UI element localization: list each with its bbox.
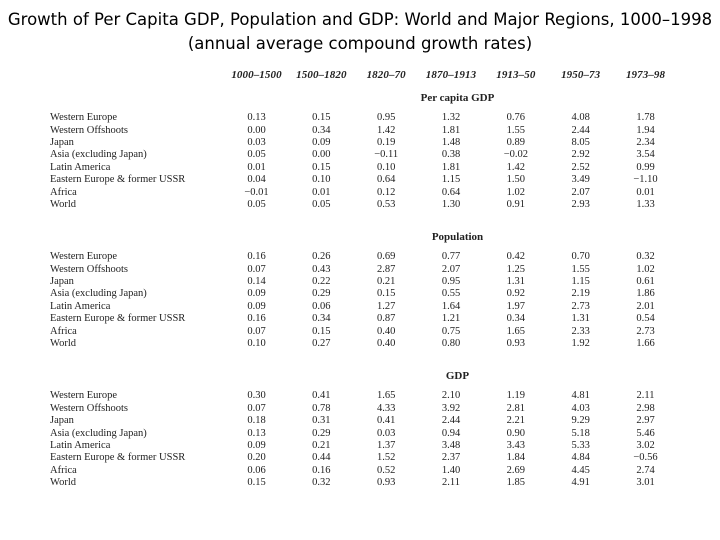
- value-cell: 0.09: [247, 288, 266, 300]
- region-cell: Western Europe: [50, 112, 118, 124]
- value-cell: 0.21: [376, 276, 396, 288]
- value-cell: 0.10: [312, 174, 331, 186]
- value-cell: 3.54: [636, 149, 655, 161]
- value-cell: 0.55: [441, 288, 461, 300]
- region-cell: Eastern Europe & former USSR: [50, 174, 186, 186]
- value-cell: 1.55: [506, 124, 526, 136]
- value-cell: 0.89: [506, 136, 526, 148]
- table-row: [48, 186, 678, 198]
- value-cell: 0.26: [312, 251, 331, 263]
- value-cell: 5.33: [571, 440, 590, 451]
- value-cell: 1.40: [441, 464, 461, 476]
- region-cell: Asia (excluding Japan): [50, 288, 147, 300]
- value-cell: 5.46: [636, 427, 655, 439]
- table-row: [48, 137, 678, 149]
- growth-table: [48, 66, 678, 489]
- value-cell: 2.74: [636, 464, 655, 476]
- value-cell: 0.07: [247, 263, 266, 275]
- value-cell: 0.34: [312, 124, 331, 136]
- value-cell: 2.33: [571, 325, 590, 337]
- value-cell: 0.16: [247, 313, 266, 325]
- spacer-cell: [48, 350, 678, 362]
- region-cell: Latin America: [50, 440, 111, 451]
- value-cell: 1.84: [506, 452, 526, 464]
- region-cell: World: [50, 477, 76, 489]
- region-cell: Eastern Europe & former USSR: [50, 313, 186, 325]
- table-row: [48, 427, 678, 439]
- value-cell: 0.01: [636, 186, 655, 198]
- region-cell: World: [50, 338, 76, 350]
- value-cell: 0.42: [506, 251, 526, 263]
- value-cell: 0.15: [312, 112, 331, 124]
- table-row: [48, 415, 678, 427]
- value-cell: 3.01: [636, 477, 655, 489]
- table-row: [48, 452, 678, 464]
- value-cell: 0.05: [312, 198, 331, 210]
- value-cell: 0.00: [312, 149, 331, 161]
- table-row: [48, 338, 678, 350]
- value-cell: 1.02: [636, 263, 655, 275]
- value-cell: 0.22: [312, 276, 331, 288]
- period-header: 1973–98: [625, 69, 666, 81]
- value-cell: 1.65: [506, 325, 526, 337]
- spacer-cell: [48, 211, 678, 223]
- region-cell: Western Europe: [50, 251, 118, 263]
- value-cell: 2.34: [636, 136, 655, 148]
- period-header: 1500–1820: [296, 69, 347, 81]
- value-cell: 0.18: [247, 415, 266, 427]
- region-cell: Japan: [50, 136, 74, 148]
- value-cell: 2.10: [441, 390, 461, 402]
- value-cell: 1.33: [636, 198, 655, 210]
- value-cell: 2.21: [506, 415, 526, 427]
- value-cell: 0.21: [312, 440, 331, 451]
- value-cell: 0.32: [312, 477, 331, 489]
- value-cell: 1.66: [636, 338, 655, 350]
- value-cell: 2.19: [571, 288, 590, 300]
- value-cell: 0.52: [376, 464, 396, 476]
- value-cell: 0.95: [376, 112, 396, 124]
- value-cell: 1.86: [636, 288, 655, 300]
- region-cell: Eastern Europe & former USSR: [50, 452, 186, 464]
- value-cell: 9.29: [571, 415, 590, 427]
- value-cell: 0.40: [376, 325, 396, 337]
- value-cell: 0.16: [247, 251, 266, 263]
- value-cell: 1.19: [506, 390, 526, 402]
- region-cell: Latin America: [50, 161, 111, 173]
- value-cell: 3.49: [571, 174, 590, 186]
- value-cell: 1.42: [506, 161, 526, 173]
- value-cell: 2.93: [571, 198, 590, 210]
- value-cell: 2.69: [506, 464, 526, 476]
- period-header: 1913–50: [496, 69, 536, 81]
- value-cell: 0.30: [247, 390, 266, 402]
- value-cell: 0.34: [506, 313, 526, 325]
- value-cell: 0.95: [441, 276, 461, 288]
- value-cell: −0.11: [374, 149, 399, 161]
- value-cell: 0.20: [247, 452, 266, 464]
- value-cell: 0.70: [571, 251, 590, 263]
- value-cell: 2.81: [506, 402, 526, 414]
- value-cell: 4.45: [571, 464, 590, 476]
- value-cell: −0.02: [503, 149, 528, 161]
- region-cell: Africa: [50, 325, 77, 337]
- region-cell: Japan: [50, 276, 74, 288]
- value-cell: 0.09: [247, 440, 266, 451]
- value-cell: 1.78: [636, 112, 655, 124]
- table-row: [48, 276, 678, 288]
- table-row: [48, 325, 678, 337]
- period-header: 1000–1500: [231, 69, 282, 81]
- table-row: [48, 403, 678, 415]
- value-cell: 0.77: [441, 251, 461, 263]
- table-body: [48, 84, 678, 489]
- value-cell: 2.73: [636, 325, 655, 337]
- value-cell: 0.16: [312, 464, 331, 476]
- value-cell: 0.09: [247, 300, 266, 312]
- value-cell: 0.00: [247, 124, 266, 136]
- region-cell: Western Europe: [50, 390, 118, 402]
- value-cell: 2.87: [376, 263, 396, 275]
- value-cell: 1.85: [506, 477, 526, 489]
- value-cell: 2.44: [571, 124, 590, 136]
- value-cell: 0.40: [376, 338, 396, 350]
- value-cell: 1.31: [571, 313, 590, 325]
- value-cell: 1.21: [441, 313, 461, 325]
- region-cell: Africa: [50, 186, 77, 198]
- region-cell: Africa: [50, 464, 77, 476]
- value-cell: 0.04: [247, 174, 266, 186]
- value-cell: 0.38: [441, 149, 461, 161]
- table-row: [48, 465, 678, 477]
- value-cell: 2.73: [571, 300, 590, 312]
- title-line-1: Growth of Per Capita GDP, Population and GDP: World and Major Regions, 1000–1998: [7, 10, 713, 29]
- value-cell: 0.41: [312, 390, 331, 402]
- value-cell: 1.15: [571, 276, 590, 288]
- value-cell: 0.01: [247, 161, 266, 173]
- section-header-row: [48, 223, 678, 251]
- value-cell: 2.97: [636, 415, 655, 427]
- value-cell: 0.15: [312, 161, 331, 173]
- value-cell: 1.52: [376, 452, 396, 464]
- table-row: [48, 313, 678, 325]
- value-cell: 4.03: [571, 402, 590, 414]
- value-cell: 0.94: [441, 427, 461, 439]
- table-row: [48, 390, 678, 402]
- value-cell: 0.41: [376, 415, 396, 427]
- value-cell: 5.18: [571, 427, 590, 439]
- value-cell: 2.98: [636, 402, 655, 414]
- value-cell: 0.13: [247, 427, 266, 439]
- value-cell: 0.07: [247, 325, 266, 337]
- value-cell: 0.61: [636, 276, 655, 288]
- table-row: [48, 199, 678, 211]
- value-cell: 0.93: [506, 338, 526, 350]
- value-cell: 0.05: [247, 198, 266, 210]
- value-cell: 0.75: [441, 325, 461, 337]
- table-row: [48, 440, 678, 452]
- value-cell: 1.94: [636, 124, 655, 136]
- value-cell: 2.52: [571, 161, 590, 173]
- table-row: [48, 174, 678, 186]
- section-header-row: [48, 84, 678, 112]
- value-cell: 0.80: [441, 338, 461, 350]
- value-cell: 0.27: [312, 338, 331, 350]
- value-cell: 2.07: [571, 186, 590, 198]
- region-cell: World: [50, 198, 76, 210]
- value-cell: 0.90: [506, 427, 526, 439]
- value-cell: 0.07: [247, 402, 266, 414]
- value-cell: 0.03: [376, 427, 396, 439]
- value-cell: 0.29: [312, 288, 331, 300]
- value-cell: 0.03: [247, 136, 266, 148]
- table-row: [48, 149, 678, 161]
- value-cell: 1.64: [441, 300, 461, 312]
- value-cell: 0.34: [312, 313, 331, 325]
- section-spacer: [48, 211, 678, 223]
- value-cell: 0.15: [376, 288, 396, 300]
- region-cell: Western Offshoots: [50, 402, 128, 414]
- region-cell: Latin America: [50, 300, 111, 312]
- value-cell: 1.81: [441, 124, 461, 136]
- value-cell: 2.11: [442, 477, 460, 489]
- value-cell: 0.92: [506, 288, 526, 300]
- value-cell: 4.81: [571, 390, 590, 402]
- value-cell: 4.33: [376, 402, 396, 414]
- value-cell: 0.91: [506, 198, 526, 210]
- value-cell: 0.15: [247, 477, 266, 489]
- value-cell: 1.15: [441, 174, 461, 186]
- period-header: 1950–73: [561, 69, 601, 81]
- growth-table-container: [48, 66, 678, 489]
- table-row: [48, 288, 678, 300]
- region-cell: Western Offshoots: [50, 124, 128, 136]
- table-row: [48, 251, 678, 263]
- period-header: 1870–1913: [425, 69, 477, 81]
- value-cell: 0.93: [376, 477, 396, 489]
- value-cell: 1.92: [571, 338, 590, 350]
- section-label: Population: [431, 231, 484, 244]
- value-cell: 0.14: [247, 276, 266, 288]
- value-cell: 2.44: [441, 415, 461, 427]
- value-cell: 4.08: [571, 112, 590, 124]
- value-cell: 0.44: [312, 452, 331, 464]
- value-cell: 2.37: [441, 452, 461, 464]
- value-cell: 0.76: [506, 112, 526, 124]
- value-cell: 1.32: [441, 112, 461, 124]
- value-cell: 1.27: [376, 300, 396, 312]
- table-row: [48, 477, 678, 489]
- value-cell: 1.02: [506, 186, 526, 198]
- value-cell: 0.99: [636, 161, 655, 173]
- table-header: [48, 66, 678, 84]
- value-cell: 1.37: [376, 440, 396, 451]
- value-cell: 0.12: [376, 186, 396, 198]
- region-cell: Asia (excluding Japan): [50, 149, 147, 161]
- value-cell: 0.69: [376, 251, 396, 263]
- value-cell: 0.31: [312, 415, 331, 427]
- value-cell: 0.15: [312, 325, 331, 337]
- section-label: GDP: [445, 370, 470, 383]
- value-cell: 1.65: [376, 390, 396, 402]
- region-cell: Japan: [50, 415, 74, 427]
- table-row: [48, 124, 678, 136]
- value-cell: 4.91: [571, 477, 590, 489]
- value-cell: 0.53: [376, 198, 396, 210]
- value-cell: 3.02: [636, 440, 655, 451]
- value-cell: 1.50: [506, 174, 526, 186]
- section-spacer: [48, 350, 678, 362]
- value-cell: 1.30: [441, 198, 461, 210]
- table-row: [48, 264, 678, 276]
- value-cell: 0.10: [247, 338, 266, 350]
- value-cell: 2.92: [571, 149, 590, 161]
- value-cell: −0.01: [244, 186, 269, 198]
- value-cell: 3.43: [506, 440, 526, 451]
- value-cell: 0.32: [636, 251, 655, 263]
- value-cell: 8.05: [571, 136, 590, 148]
- value-cell: 0.87: [376, 313, 396, 325]
- value-cell: 2.01: [636, 300, 655, 312]
- period-header: 1820–70: [366, 69, 406, 81]
- value-cell: 0.13: [247, 112, 266, 124]
- value-cell: 0.01: [312, 186, 331, 198]
- value-cell: 0.29: [312, 427, 331, 439]
- section-label: Per capita GDP: [420, 92, 495, 104]
- value-cell: 1.55: [571, 263, 590, 275]
- region-cell: Western Offshoots: [50, 263, 128, 275]
- value-cell: 0.06: [247, 464, 266, 476]
- value-cell: 4.84: [571, 452, 590, 464]
- value-cell: 0.64: [376, 174, 396, 186]
- value-cell: 2.07: [441, 263, 461, 275]
- slide-title: [0, 8, 720, 56]
- region-cell: Asia (excluding Japan): [50, 427, 147, 439]
- value-cell: 0.06: [312, 300, 331, 312]
- table-row: [48, 301, 678, 313]
- section-header-row: [48, 362, 678, 390]
- value-cell: 0.10: [376, 161, 396, 173]
- value-cell: 1.42: [376, 124, 396, 136]
- value-cell: −0.56: [633, 452, 658, 464]
- value-cell: 2.11: [636, 390, 655, 402]
- value-cell: 0.09: [312, 136, 331, 148]
- table-row: [48, 162, 678, 174]
- value-cell: 1.25: [506, 263, 526, 275]
- value-cell: 1.48: [441, 136, 461, 148]
- value-cell: 1.97: [506, 300, 526, 312]
- value-cell: 0.64: [441, 186, 461, 198]
- value-cell: 3.48: [441, 440, 461, 451]
- title-line-2: (annual average compound growth rates): [187, 34, 533, 53]
- header-corner: [48, 66, 224, 84]
- value-cell: −1.10: [633, 174, 658, 186]
- value-cell: 0.54: [636, 313, 655, 325]
- value-cell: 1.31: [506, 276, 526, 288]
- value-cell: 1.81: [441, 161, 461, 173]
- value-cell: 0.19: [376, 136, 396, 148]
- table-row: [48, 112, 678, 124]
- value-cell: 0.43: [312, 263, 331, 275]
- value-cell: 3.92: [441, 402, 461, 414]
- value-cell: 0.05: [247, 149, 266, 161]
- value-cell: 0.78: [312, 402, 331, 414]
